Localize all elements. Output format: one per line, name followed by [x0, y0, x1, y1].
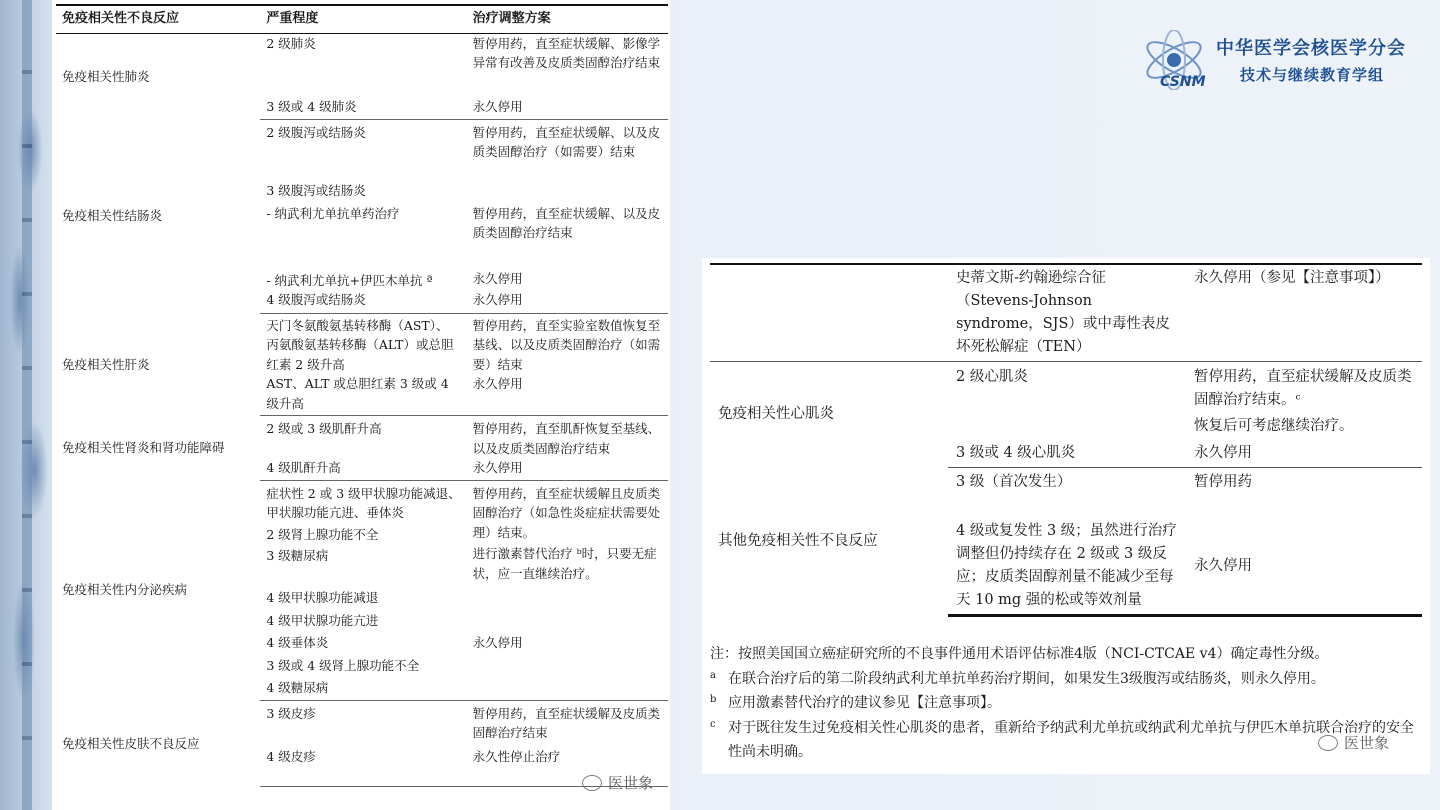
note-mark: b [710, 694, 717, 705]
table-row [56, 700, 668, 743]
treatment-cell: 暂停用药，直至肌酐恢复至基线、以及皮质类固醇治疗结束 [472, 421, 661, 456]
dose-modification-table-part2 [710, 263, 1422, 617]
note-mark: c [710, 718, 716, 730]
reaction-name: 免疫相关性肝炎 [62, 356, 150, 372]
treatment-cell: 永久停用 [467, 458, 668, 480]
treatment-cell: 暂停用药，直至症状缓解、以及皮质类固醇治疗结束 [472, 205, 661, 240]
severity-cell: 2 级肾上腺功能不全 [266, 526, 379, 542]
severity-cell: 3 级皮疹 [266, 705, 316, 721]
severity-cell: 4 级垂体炎 [266, 635, 329, 650]
note-item [710, 716, 1422, 765]
watermark [582, 772, 653, 793]
treatment-cell [467, 608, 668, 631]
treatment-cell: 永久性停止治疗 [467, 743, 668, 787]
note-item [710, 667, 1422, 692]
treatment-cell: 永久停用 [467, 290, 668, 313]
note-item [710, 691, 1422, 716]
table-row [710, 468, 1422, 520]
treatment-cell: 永久停用 [1186, 438, 1422, 468]
severity-cell: AST、ALT 或总胆红素 3 级或 4 级升高 [260, 374, 466, 416]
severity-cell: 天门冬氨酸氨基转移酶（AST）、丙氨酸氨基转移酶（ALT）或总胆红素 2 级升高 [266, 317, 454, 372]
severity-cell: 2 级心肌炎 [956, 369, 1028, 385]
severity-cell: 3 级（首次发生） [956, 474, 1072, 490]
reaction-name: 免疫相关性肺炎 [62, 68, 150, 84]
watermark-text: 医世象 [608, 774, 654, 792]
severity-cell: 3 级腹泻或结肠炎 [266, 183, 366, 198]
table-row [56, 119, 668, 181]
severity-cell: 3 级糖尿病 [266, 548, 329, 563]
note-text: 在联合治疗后的第二阶段纳武利尤单抗单药治疗期间，如果发生3级腹泻或结肠炎，则永久停用。 [728, 670, 1325, 687]
severity-cell: 4 级皮疹 [260, 743, 466, 787]
severity-cell: - 纳武利尤单抗+伊匹木单抗 ª [266, 272, 433, 288]
treatment-cell: 永久停用 [1186, 520, 1422, 616]
logo-org-name: 中华医学会核医学分会 [1216, 38, 1406, 59]
table-row [710, 362, 1422, 413]
table-row [56, 480, 668, 523]
severity-cell: 3 级或 4 级肾上腺功能不全 [266, 657, 420, 673]
logo-abbr: CSNM [1160, 74, 1206, 90]
header-treatment: 治疗调整方案 [467, 5, 668, 33]
severity-cell: 3 级或 4 级心肌炎 [948, 438, 1186, 468]
treatment-cell: 暂停用药，直至症状缓解且皮质类固醇治疗（如急性炎症症状需要处理）结束。 [472, 485, 661, 540]
severity-cell: 4 级肌酐升高 [260, 458, 466, 480]
note-text: 对于既往发生过免疫相关性心肌炎的患者，重新给予纳武利尤单抗或纳武利尤单抗与伊匹木单抗联合治疗的安全性尚未明确。 [728, 719, 1414, 760]
treatment-cell: 暂停用药，直至实验室数值恢复至基线、以及皮质类固醇治疗（如需要）结束 [472, 317, 661, 372]
treatment-cell [467, 586, 668, 608]
treatment-cell: 永久停用 [467, 374, 668, 416]
treatment-cell: 永久停用 [472, 270, 523, 286]
header-severity: 严重程度 [260, 5, 466, 33]
table-notes [710, 642, 1422, 765]
reaction-name [710, 264, 948, 362]
treatment-cell: 永久停用 [467, 95, 668, 119]
note-mark: a [710, 669, 716, 681]
severity-cell: 4 级糖尿病 [260, 675, 466, 700]
treatment-cell: 暂停用药 [1194, 474, 1252, 490]
treatment-cell: 暂停用药，直至症状缓解及皮质类固醇治疗结束 [472, 705, 661, 740]
severity-cell: - 纳武利尤单抗单药治疗 [266, 205, 400, 221]
treatment-cell: 暂停用药，直至症状缓解及皮质类固醇治疗结束。ᶜ [1194, 369, 1412, 408]
treatment-cell: 暂停用药，直至症状缓解、影像学异常有改善及皮质类固醇治疗结束 [472, 35, 661, 70]
society-logo [1140, 28, 1420, 98]
treatment-cell [467, 181, 668, 201]
reaction-name: 免疫相关性心肌炎 [718, 406, 834, 423]
table-row [56, 313, 668, 374]
treatment-cell: 恢复后可考虑继续治疗。 [1194, 418, 1354, 434]
treatment-cell: 永久停用 [472, 635, 523, 650]
treatment-cell: 暂停用药，直至症状缓解、以及皮质类固醇治疗（如需要）结束 [472, 124, 661, 159]
reaction-name: 免疫相关性皮肤不良反应 [62, 735, 200, 751]
severity-cell: 4 级甲状腺功能亢进 [266, 612, 379, 628]
note-text: 应用激素替代治疗的建议参见【注意事项】。 [728, 695, 1001, 711]
treatment-cell: 永久停用（参见【注意事项】） [1186, 264, 1422, 362]
note-main: 注：按照美国国立癌症研究所的不良事件通用术语评估标准4版（NCI-CTCAE v4）确定毒性分级。 [710, 646, 1329, 662]
severity-cell: 史蒂文斯-约翰逊综合征（Stevens-Johnson syndrome，SJS）或中毒性表皮坏死松解症（TEN） [948, 264, 1186, 362]
severity-cell: 2 级肺炎 [266, 35, 316, 51]
wechat-icon [582, 775, 602, 791]
severity-cell: 症状性 2 或 3 级甲状腺功能减退、甲状腺功能亢进、垂体炎 [266, 485, 461, 520]
reaction-name: 免疫相关性内分泌疾病 [62, 582, 188, 598]
logo-sub-name: 技术与继续教育学组 [1240, 66, 1385, 84]
reaction-name: 其他免疫相关性不良反应 [718, 532, 878, 549]
severity-cell: 3 级或 4 级肺炎 [260, 95, 466, 119]
wechat-icon [1318, 735, 1338, 751]
treatment-cell [467, 653, 668, 676]
left-table-panel [52, 0, 670, 810]
severity-cell: 4 级甲状腺功能减退 [266, 590, 379, 605]
treatment-cell [467, 675, 668, 700]
table-row [710, 264, 1422, 362]
dose-modification-table-part1 [56, 4, 668, 787]
right-table-panel [702, 258, 1430, 774]
reaction-name: 免疫相关性结肠炎 [62, 208, 163, 224]
severity-cell: 2 级或 3 级肌酐升高 [266, 421, 382, 436]
treatment-cell: 进行激素替代治疗 ᵇ时，只要无症状，应一直继续治疗。 [472, 546, 657, 581]
watermark-text: 医世象 [1344, 734, 1390, 752]
table-row [56, 416, 668, 459]
reaction-name: 免疫相关性肾炎和肾功能障碍 [62, 440, 225, 455]
decorative-bamboo-strip [0, 0, 60, 810]
header-adverse-reaction: 免疫相关性不良反应 [56, 5, 260, 33]
watermark [1318, 732, 1389, 753]
severity-cell: 2 级腹泻或结肠炎 [266, 124, 366, 140]
severity-cell: 4 级或复发性 3 级；虽然进行治疗调整但仍持续存在 2 级或 3 级反应；皮质类固醇剂量不能减少至每天 10 mg 强的松或等效剂量 [948, 520, 1186, 616]
table-row [56, 33, 668, 95]
severity-cell [948, 412, 1186, 438]
severity-cell: 4 级腹泻或结肠炎 [260, 290, 466, 313]
